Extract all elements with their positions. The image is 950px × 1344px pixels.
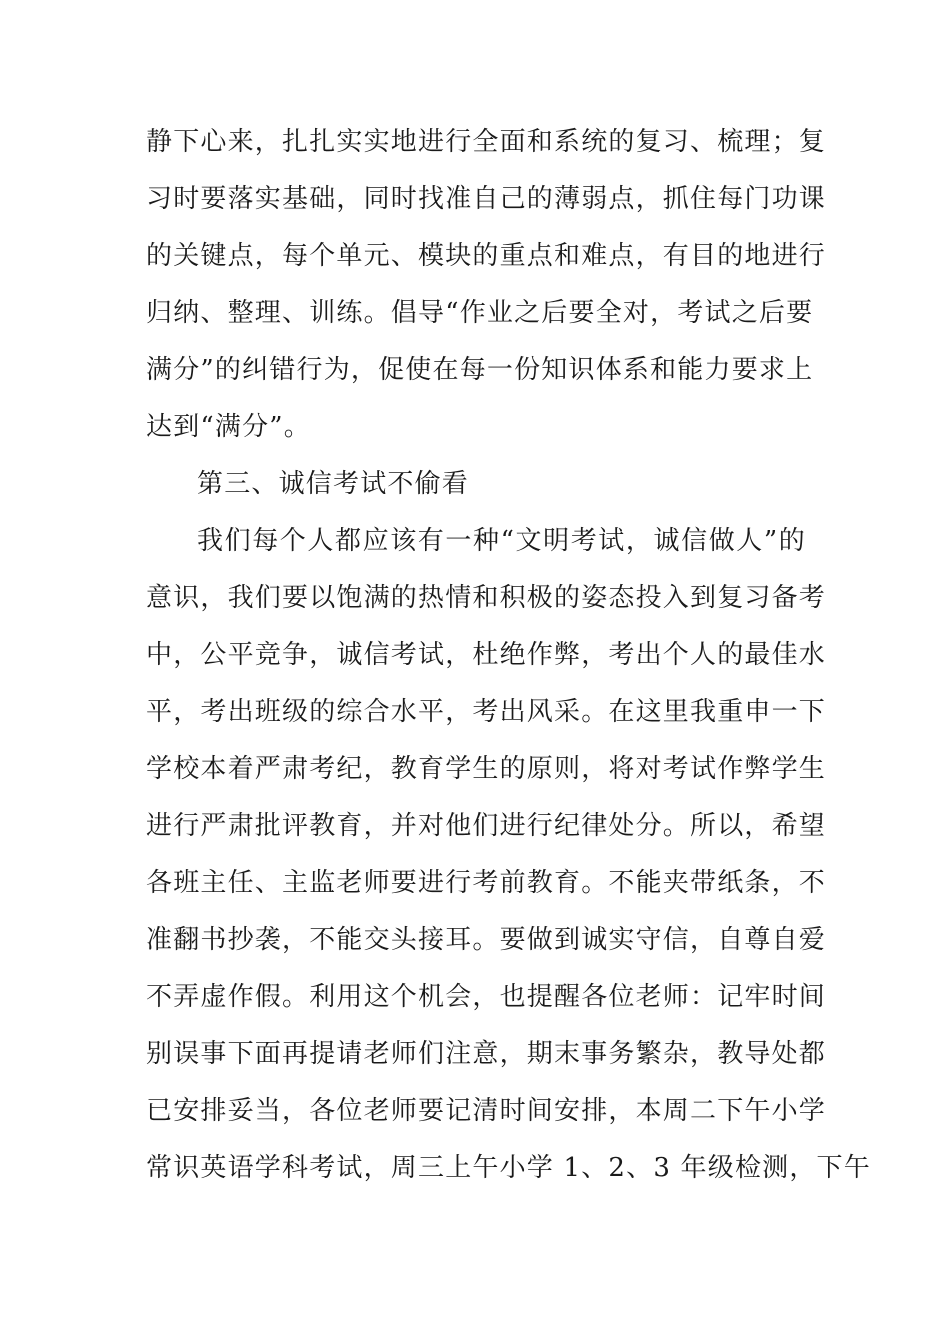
text-line: 达到“满分”。 — [146, 412, 311, 442]
text-line: 平，考出班级的综合水平，考出风采。在这里我重申一下 — [146, 697, 827, 727]
text-line: 归纳、整理、训练。倡导“作业之后要全对，考试之后要 — [146, 298, 814, 328]
text-line: 已安排妥当，各位老师要记清时间安排，本周二下午小学 — [146, 1096, 827, 1126]
text-line: 静下心来，扎扎实实地进行全面和系统的复习、梳理；复 — [146, 127, 827, 157]
section-heading: 第三、诚信考试不偷看 — [197, 469, 470, 499]
paragraph-first-line: 我们每个人都应该有一种“文明考试，诚信做人”的 — [197, 526, 806, 556]
text-line: 意识，我们要以饱满的热情和积极的姿态投入到复习备考 — [146, 583, 827, 613]
text-line: 常识英语学科考试，周三上午小学 1、2、3 年级检测，下午 — [146, 1153, 871, 1183]
text-line: 不弄虚作假。利用这个机会，也提醒各位老师：记牢时间 — [146, 982, 827, 1012]
text-line: 进行严肃批评教育，并对他们进行纪律处分。所以，希望 — [146, 811, 827, 841]
text-line: 满分”的纠错行为，促使在每一份知识体系和能力要求上 — [146, 355, 814, 385]
text-line: 的关键点，每个单元、模块的重点和难点，有目的地进行 — [146, 241, 827, 271]
text-line: 学校本着严肃考纪，教育学生的原则，将对考试作弊学生 — [146, 754, 827, 784]
text-line: 中，公平竞争，诚信考试，杜绝作弊，考出个人的最佳水 — [146, 640, 827, 670]
text-line: 习时要落实基础，同时找准自己的薄弱点，抓住每门功课 — [146, 184, 827, 214]
text-line: 别误事下面再提请老师们注意，期末事务繁杂，教导处都 — [146, 1039, 827, 1069]
text-line: 准翻书抄袭，不能交头接耳。要做到诚实守信，自尊自爱 — [146, 925, 827, 955]
text-line: 各班主任、主监老师要进行考前教育。不能夹带纸条，不 — [146, 868, 827, 898]
